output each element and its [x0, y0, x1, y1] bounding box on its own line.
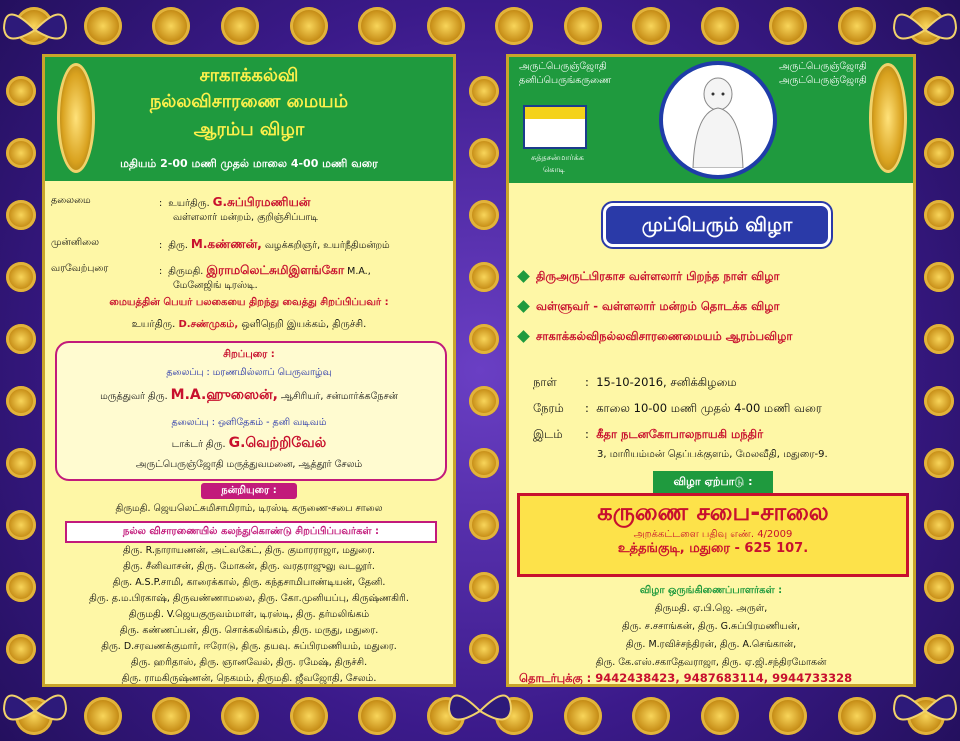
gold-ornament-icon: [6, 448, 36, 478]
event-item-3: சாகாக்கல்விநல்லவிசாரணைமையம் ஆரம்பவிழா: [519, 329, 792, 345]
gold-ornament-icon: [838, 697, 876, 735]
gold-ornament-icon: [469, 386, 499, 416]
festival-banner: முப்பெரும் விழா: [603, 203, 831, 247]
saint-portrait-icon: [659, 61, 777, 179]
center-ornament-border: [467, 60, 501, 680]
gold-ornament-icon: [84, 697, 122, 735]
gold-ornament-icon: [924, 76, 954, 106]
coordinators-label: விழா ஒருங்கிணைப்பாளர்கள் :: [639, 585, 783, 596]
gold-ornament-icon: [6, 572, 36, 602]
header-left-line-2: தனிப்பெருங்கருணை: [519, 75, 612, 86]
participant-line: திரு. ஹரிதாஸ், திரு. ஞானவேல், திரு. ரமேஷ், திருச்சி.: [130, 657, 368, 668]
organizer-name: கருணை சபை-சாலை: [597, 498, 829, 526]
gold-ornament-icon: [221, 7, 259, 45]
left-ornament-border: [4, 60, 38, 680]
speaker-1-line: மருத்துவர் திரு. M.A.ஹுஸைன், ஆசிரியர், சன்மார்க்கநேசன்: [100, 387, 398, 403]
right-ornament-border: [922, 60, 956, 680]
speaker-2-line: டாக்டர் திரு. G.வெற்றிவேல்: [171, 435, 327, 451]
header-right-line-1: அருட்பெருஞ்ஜோதி: [779, 61, 867, 72]
participant-line: திரு. கண்ணப்பன், திரு. சொக்கலிங்கம், திரு. மருது, மதுரை.: [119, 625, 379, 636]
role-label-presence: முன்னிலை: [51, 237, 100, 248]
gold-ornament-icon: [6, 324, 36, 354]
speech-topic-1: தலைப்பு : மரணமில்லாப் பெருவாழ்வு: [166, 367, 332, 378]
bullet-icon: [517, 300, 530, 313]
thanks-label: நன்றியுரை :: [201, 483, 297, 499]
gold-ornament-icon: [469, 262, 499, 292]
gold-ornament-icon: [564, 697, 602, 735]
gold-ornament-icon: [6, 262, 36, 292]
gold-ornament-icon: [84, 7, 122, 45]
welcome-name: இராமலெட்சுமிஇளங்கோ: [206, 263, 345, 277]
participant-line: திருமதி. V.ஜெயகுருவம்மாள், டிரஸ்டி, திரு. தர்மலிங்கம்: [128, 609, 370, 620]
gold-ornament-icon: [924, 510, 954, 540]
title-line-1: சாகாக்கல்வி: [199, 65, 299, 86]
place-row: இடம்: [533, 427, 563, 441]
gold-ornament-icon: [924, 262, 954, 292]
gold-ornament-icon: [6, 510, 36, 540]
flag-caption-2: கொடி: [543, 165, 565, 174]
participant-line: திரு. D.சரவணக்குமார், ஈரோடு, திரு. தயவு. சுப்பிரமணியம், மதுரை.: [101, 641, 397, 652]
gold-ornament-icon: [6, 386, 36, 416]
thanks-line: திருமதி. ஜெயலெட்சுமிசாமிராம், டிரஸ்டி கருணை-சபை சாலை: [115, 503, 383, 514]
gold-ornament-icon: [290, 697, 328, 735]
gold-ornament-icon: [290, 7, 328, 45]
gold-ornament-icon: [924, 572, 954, 602]
event-item-1: திருஅருட்பிரகாச வள்ளலார் பிறந்த நாள் விழா: [519, 269, 779, 285]
role-chair-line: : உயர்திரு. G.சுப்பிரமணியன்: [159, 195, 311, 209]
title-line-2: நல்லவிசாரணை மையம்: [149, 91, 349, 112]
top-ornament-border: [0, 4, 960, 48]
butterfly-icon: [890, 0, 960, 60]
opening-caption: மையத்தின் பெயர் பலகையை திறந்து வைத்து சிறப்பிப்பவர் :: [109, 297, 389, 308]
welcome-affiliation: மேனேஜிங் டிரஸ்டி.: [173, 280, 258, 291]
header-right-line-2: அருட்பெருஞ்ஜோதி: [779, 75, 867, 86]
gold-oval-ornament-icon: [869, 63, 907, 173]
gold-ornament-icon: [469, 200, 499, 230]
butterfly-icon: [0, 0, 70, 60]
organizer-box: [517, 493, 909, 577]
gold-ornament-icon: [427, 7, 465, 45]
role-label-chair: தலைமை: [51, 195, 91, 206]
coordinator-line: திரு. கே.எஸ்.சகாதேவராஜா, திரு. ஏ.ஜி.சந்திரமோகன்: [595, 657, 827, 668]
gold-ornament-icon: [6, 76, 36, 106]
gold-ornament-icon: [564, 7, 602, 45]
gold-ornament-icon: [701, 7, 739, 45]
gold-ornament-icon: [632, 7, 670, 45]
time-row: நேரம்: [533, 401, 564, 415]
gold-ornament-icon: [924, 138, 954, 168]
role-welcome-line: : திருமதி. இராமலெட்சுமிஇளங்கோ M.A.,: [159, 263, 371, 277]
participant-line: திரு. R.நாராயணன், அட்வகேட், திரு. குமாரராஜா, மதுரை.: [122, 545, 376, 556]
gold-ornament-icon: [701, 697, 739, 735]
date-value: : 15-10-2016, சனிக்கிழமை: [585, 375, 737, 389]
gold-ornament-icon: [469, 572, 499, 602]
gold-ornament-icon: [469, 448, 499, 478]
chair-name: G.சுப்பிரமணியன்: [212, 195, 311, 209]
title-line-3: ஆரம்ப விழா: [193, 119, 305, 140]
gold-ornament-icon: [152, 7, 190, 45]
chair-affiliation: வள்ளலார் மன்றம், குறிஞ்சிப்பாடி: [173, 212, 318, 223]
gold-ornament-icon: [632, 697, 670, 735]
gold-ornament-icon: [469, 510, 499, 540]
coordinator-line: திருமதி. ஏ.பி.ஜெ. அருள்,: [654, 603, 768, 614]
organizer-address: உத்தங்குடி, மதுரை - 625 107.: [617, 541, 809, 556]
gold-ornament-icon: [924, 448, 954, 478]
event-time: மதியம் 2-00 மணி முதல் மாலை 4-00 மணி வரை: [120, 157, 378, 170]
place-value: : கீதா நடனகோபாலநாயகி மந்திர்: [585, 427, 764, 441]
event-item-2: வள்ளுவர் - வள்ளலார் மன்றம் தொடக்க விழா: [519, 299, 780, 315]
gold-ornament-icon: [924, 634, 954, 664]
gold-ornament-icon: [358, 7, 396, 45]
participants-label: நல்ல விசாரணையில் கலந்துகொண்டு சிறப்பிப்பவர்கள் :: [65, 521, 437, 543]
flag-icon: [523, 105, 587, 149]
right-invitation-panel: [506, 54, 916, 687]
flag-caption-1: சுத்தசன்மார்க்க: [531, 153, 584, 162]
gold-ornament-icon: [769, 697, 807, 735]
gold-ornament-icon: [469, 634, 499, 664]
gold-ornament-icon: [469, 324, 499, 354]
participant-line: திரு. ராமகிருஷ்ணன், நெகமம், திருமதி. ஜீவஜோதி, சேலம்.: [121, 673, 377, 684]
gold-ornament-icon: [6, 138, 36, 168]
gold-ornament-icon: [6, 200, 36, 230]
presence-name: M.கண்ணன்,: [190, 237, 262, 251]
organizer-label: விழா ஏற்பாடு :: [653, 471, 773, 493]
role-label-welcome: வரவேற்புரை: [51, 263, 109, 274]
participant-line: திரு. சீனிவாசன், திரு. மோகன், திரு. வரதராஜுலு வடலூர்.: [123, 561, 375, 572]
participant-line: திரு. A.S.P.சாமி, காரைக்கால், திரு. கந்தசாமிபாண்டியன், தேனி.: [112, 577, 386, 588]
place-address: 3, மாரியம்மன் தெப்பக்குளம், மேலவீதி, மதுரை-9.: [597, 449, 828, 460]
butterfly-icon: [0, 681, 70, 741]
special-speech-label: சிறப்புரை :: [223, 349, 275, 360]
bullet-icon: [517, 330, 530, 343]
gold-ornament-icon: [924, 386, 954, 416]
left-invitation-panel: [42, 54, 456, 687]
role-presence-line: : திரு. M.கண்ணன், வழக்கறிஞர், உயர்நீதிமன்றம்: [159, 237, 390, 251]
portrait-figure-icon: [683, 72, 753, 168]
coordinator-line: திரு. M.ரவிச்சந்திரன், திரு. A.செங்கான்,: [625, 639, 797, 650]
speaker-2-affiliation: அருட்பெருஞ்ஜோதி மருத்துவமனை, ஆத்தூர் சேலம்: [135, 459, 363, 470]
time-value: : காலை 10-00 மணி முதல் 4-00 மணி வரை: [585, 401, 822, 415]
organizer-registration: அறக்கட்டளை பதிவு எண். 4/2009: [633, 529, 793, 540]
header-left-line-1: அருட்பெருஞ்ஜோதி: [519, 61, 607, 72]
gold-ornament-icon: [924, 200, 954, 230]
gold-ornament-icon: [924, 324, 954, 354]
butterfly-icon: [445, 681, 515, 741]
gold-ornament-icon: [769, 7, 807, 45]
bullet-icon: [517, 270, 530, 283]
gold-ornament-icon: [221, 697, 259, 735]
gold-ornament-icon: [495, 7, 533, 45]
gold-ornament-icon: [152, 697, 190, 735]
date-row: நாள்: [533, 375, 557, 389]
gold-ornament-icon: [469, 138, 499, 168]
coordinator-line: திரு. ச.சசாங்கன், திரு. G.சுப்பிரமணியன்,: [621, 621, 801, 632]
gold-ornament-icon: [358, 697, 396, 735]
speech-topic-2: தலைப்பு : ஒளிதேகம் - தனி வடிவம்: [171, 417, 327, 428]
butterfly-icon: [890, 681, 960, 741]
opening-person: உயர்திரு. D.சண்முகம், ஒளிநெறி இயக்கம், திருச்சி.: [131, 319, 367, 330]
gold-ornament-icon: [6, 634, 36, 664]
contact-line: தொடர்புக்கு : 9442438423, 9487683114, 9944733328: [519, 671, 853, 685]
gold-ornament-icon: [838, 7, 876, 45]
gold-ornament-icon: [469, 76, 499, 106]
participant-line: திரு. த.ம.பிரகாஷ், திருவண்ணாமலை, திரு. கோ.முனியப்பு, கிருஷ்ணகிரி.: [89, 593, 409, 604]
